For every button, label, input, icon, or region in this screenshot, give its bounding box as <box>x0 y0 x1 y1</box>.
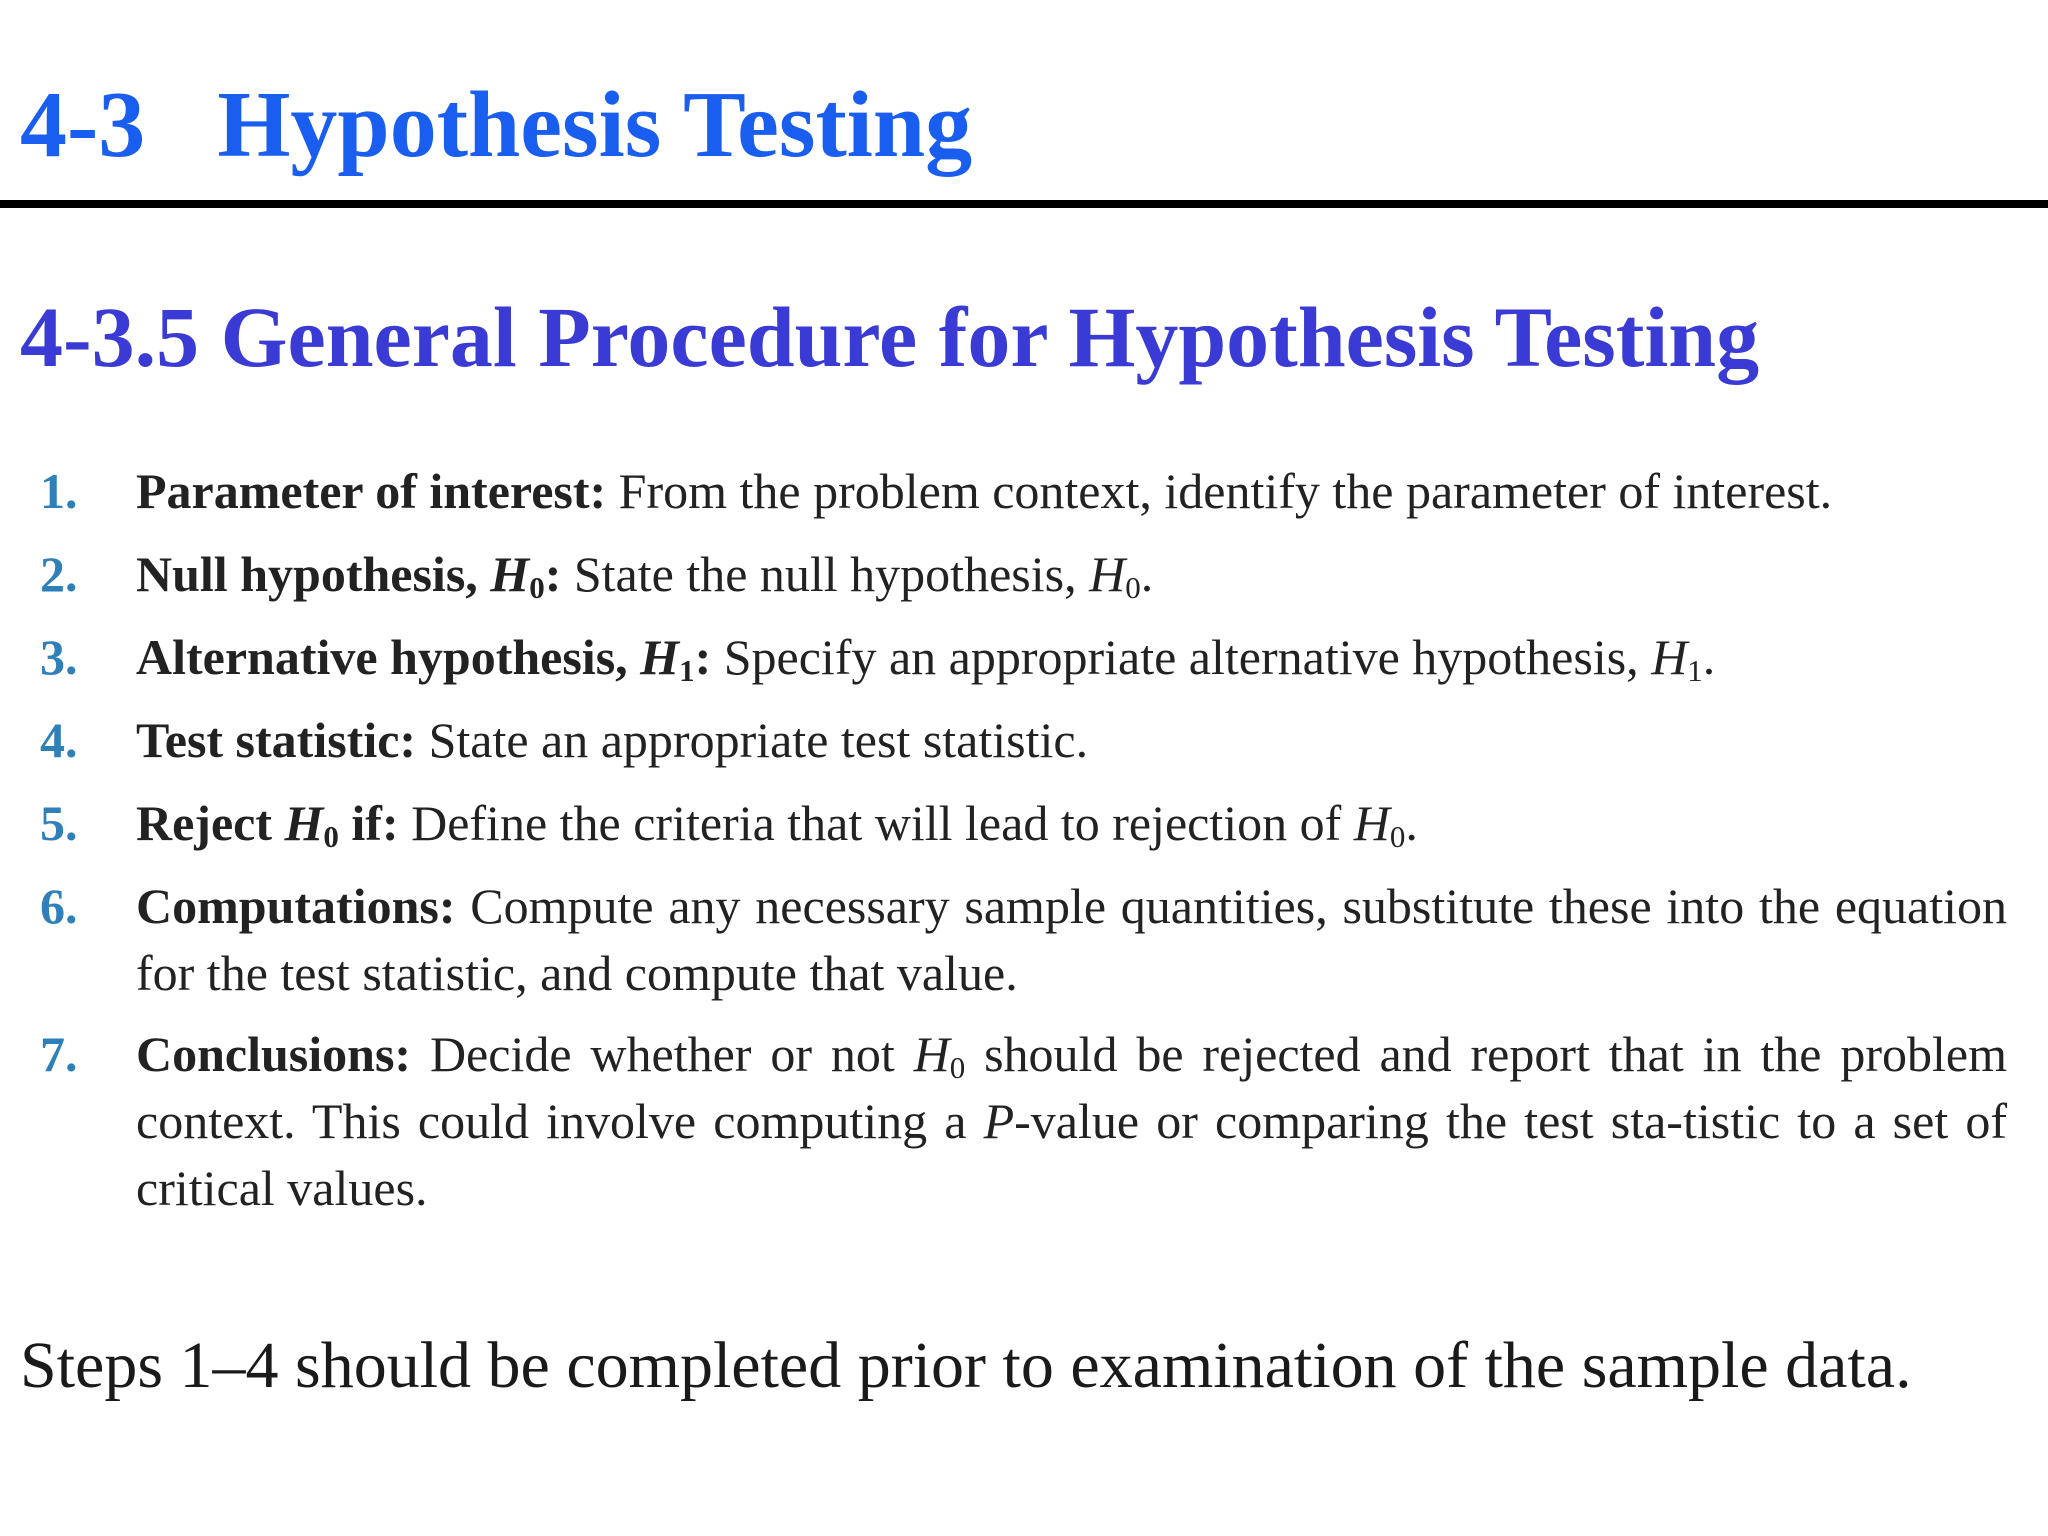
step-term-subscript: 0 <box>323 818 339 854</box>
step-term-variable: H <box>640 629 680 685</box>
step-variable: H <box>913 1026 950 1082</box>
section-heading: 4-3.5 General Procedure for Hypothesis Testing <box>20 289 1760 385</box>
step-description: Specify an appropriate alternative hypothesis, <box>711 629 1652 685</box>
step-term <box>136 795 399 854</box>
step-term <box>136 546 562 605</box>
step-description: Decide whether or not <box>411 1026 914 1082</box>
step-variable-subscript: 1 <box>1687 652 1703 688</box>
step-description-end: -value or comparing the test sta-tistic to a set of critical values. <box>136 1093 2007 1216</box>
step-description: State an appropriate test statistic. <box>416 712 1089 768</box>
footer-note: Steps 1–4 should be completed prior to examination of the sample data. <box>20 1329 1912 1402</box>
title-divider <box>0 200 2048 208</box>
step-number: 6. <box>40 878 78 934</box>
step-term-suffix: : <box>694 629 712 685</box>
step-term-subscript: 0 <box>529 569 545 605</box>
step-number: 3. <box>40 629 78 685</box>
slide-title <box>20 73 973 177</box>
step-term <box>136 629 712 688</box>
step-term-variable: H <box>284 795 324 851</box>
procedure-step-4 <box>0 707 2007 774</box>
step-variable: H <box>1353 795 1390 851</box>
step-description: From the problem context, identify the parameter of interest. <box>606 463 1833 519</box>
procedure-step-6 <box>0 873 2007 1007</box>
step-term-subscript: 1 <box>679 652 695 688</box>
step-term-text: Reject <box>136 795 285 851</box>
step-number: 2. <box>40 546 78 602</box>
step-description-continued: should be rejected and report that in the problem context. This could involve computing a <box>136 1026 2007 1149</box>
step-variable-subscript: 0 <box>1125 569 1141 605</box>
step-description: State the null hypothesis, <box>561 546 1090 602</box>
step-term-text: Null hypothesis, <box>136 546 491 602</box>
step-term: Computations: <box>136 878 456 934</box>
step-description: Compute any necessary sample quantities, substitute these into the equation for the test statistic, and compute that value. <box>136 878 2007 1001</box>
step-term-suffix: : <box>544 546 562 602</box>
step-term-variable: H <box>490 546 530 602</box>
step-term: Parameter of interest: <box>136 463 607 519</box>
step-variable-p: P <box>983 1093 1015 1149</box>
step-description-end: . <box>1405 795 1418 851</box>
procedure-step-3 <box>0 624 2007 691</box>
procedure-step-2 <box>0 541 2007 608</box>
procedure-step-1 <box>0 458 2007 525</box>
step-description: Define the criteria that will lead to rejection of <box>398 795 1354 851</box>
step-description-end: . <box>1140 546 1154 602</box>
step-variable-subscript: 0 <box>1389 818 1406 854</box>
step-number: 5. <box>40 795 78 851</box>
procedure-steps-list <box>0 458 2048 1236</box>
procedure-step-5 <box>0 790 2007 857</box>
step-variable: H <box>1651 629 1688 685</box>
slide-title-number: 4-3 <box>20 73 146 177</box>
step-number: 1. <box>40 463 78 519</box>
step-number: 7. <box>40 1026 78 1082</box>
step-term: Conclusions: <box>136 1026 412 1082</box>
step-description-end: . <box>1702 629 1716 685</box>
step-term: Test statistic: <box>136 712 417 768</box>
step-variable-subscript: 0 <box>949 1049 966 1085</box>
step-term-text: Alternative hypothesis, <box>136 629 641 685</box>
step-term-suffix: if: <box>338 795 399 851</box>
step-number: 4. <box>40 712 78 768</box>
procedure-step-7 <box>0 1021 2007 1222</box>
slide-title-text: Hypothesis Testing <box>217 73 973 177</box>
step-variable: H <box>1089 546 1126 602</box>
